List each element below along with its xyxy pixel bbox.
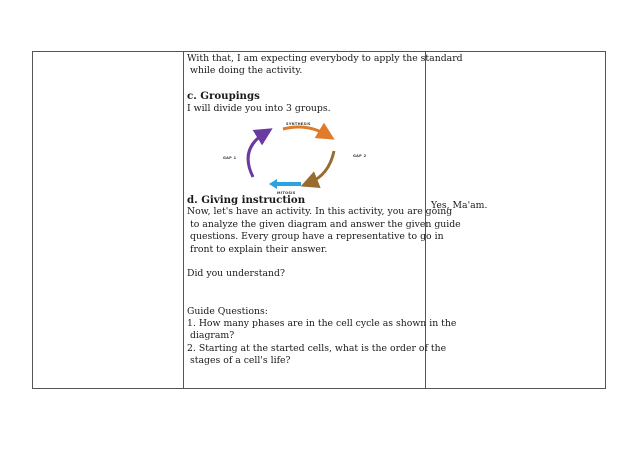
guide-line-2: diagram?	[190, 330, 235, 342]
guide-line-1: 1. How many phases are in the cell cycle as shown in the	[187, 318, 457, 330]
instruction-line-1: Now, let's have an activity. In this activity, you are going	[187, 206, 453, 218]
gap1-label: GAP 1	[223, 156, 237, 161]
student-answer: Yes, Ma'am.	[431, 200, 488, 211]
standard-line-2: while doing the activity.	[190, 65, 303, 77]
guide-line-4: stages of a cell's life?	[190, 355, 291, 367]
instruction-line-3: questions. Every group have a representative to go in	[190, 231, 444, 243]
understand-question: Did you understand?	[187, 268, 285, 280]
guide-title: Guide Questions:	[187, 305, 268, 317]
cell-cycle-diagram	[187, 117, 423, 196]
instruction-line-2: to analyze the given diagram and answer the given guide	[190, 218, 461, 230]
mitosis-label: MITOSIS	[277, 191, 296, 196]
groupings-text: I will divide you into 3 groups.	[187, 102, 331, 114]
synthesis-label: SYNTHESIS	[286, 122, 311, 127]
lesson-table	[32, 51, 606, 389]
instruction-line-4: front to explain their answer.	[190, 243, 328, 255]
gap1-arrow	[248, 133, 265, 177]
instruction-heading: d. Giving instruction	[187, 194, 306, 207]
standard-line-1: With that, I am expecting everybody to apply the standard	[187, 53, 463, 64]
guide-line-3: 2. Starting at the started cells, what is the order of the	[187, 342, 447, 354]
column-divider-left	[183, 52, 184, 388]
gap2-label: GAP 2	[353, 154, 367, 159]
gap2-arrow	[309, 151, 334, 183]
groupings-heading: c. Groupings	[187, 90, 260, 103]
student-response-cell	[431, 200, 487, 211]
